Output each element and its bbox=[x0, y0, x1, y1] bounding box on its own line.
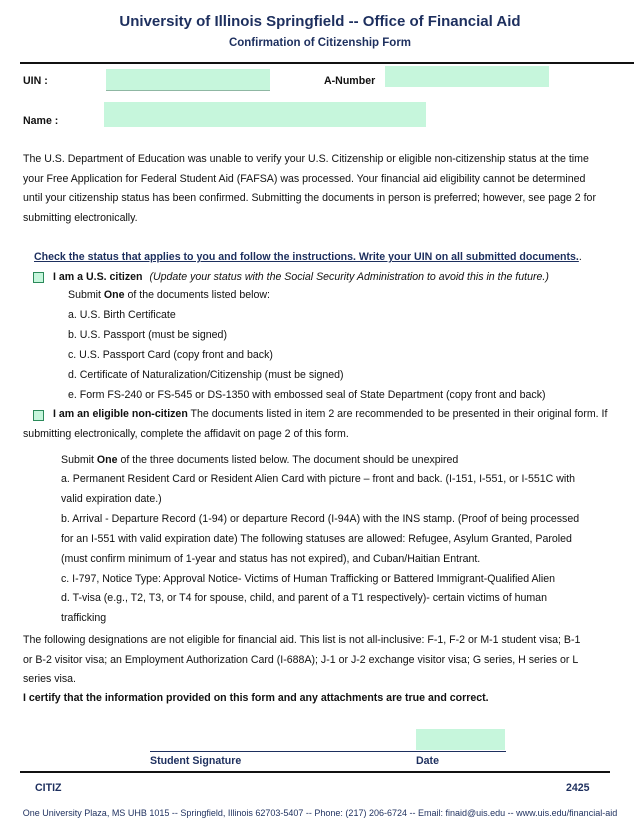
list-item: trafficking bbox=[61, 612, 107, 625]
list-item: c. U.S. Passport Card (copy front and back) bbox=[68, 348, 273, 361]
noncitizen-checkbox[interactable] bbox=[33, 410, 44, 421]
list-item: for an I-551 with valid expiration date) The following statuses are allowed: Refugee, Asylum Granted, Paroled bbox=[61, 532, 572, 545]
ineligible-line: or B-2 visitor visa; an Employment Authorization Card (I-688A); J-1 or J-2 exchange visitor visa; G series, H series or L bbox=[23, 653, 579, 666]
noncitizen-documents bbox=[61, 470, 579, 629]
intro-line: submitting electronically. bbox=[23, 211, 138, 224]
noncitizen-label: I am an eligible non-citizen bbox=[53, 408, 188, 420]
citizen-note: (Update your status with the Social Security Administration to avoid this in the future.) bbox=[149, 271, 549, 283]
certification-statement: I certify that the information provided on this form and any attachments are true and correct. bbox=[23, 692, 489, 704]
citizen-documents bbox=[68, 286, 546, 405]
noncitizen-submit-instruction: Submit One of the three documents listed below. The document should be unexpired bbox=[61, 454, 459, 466]
intro-paragraph bbox=[23, 150, 613, 228]
name-label: Name : bbox=[23, 115, 59, 127]
student-signature-label: Student Signature bbox=[150, 755, 242, 767]
form-year: 2425 bbox=[566, 782, 590, 794]
date-field[interactable] bbox=[416, 729, 505, 750]
intro-line: The U.S. Department of Education was unable to verify your U.S. Citizenship or eligible non-citizenship status at the time bbox=[23, 153, 589, 165]
noncitizen-option bbox=[53, 408, 607, 420]
list-item: b. U.S. Passport (must be signed) bbox=[68, 328, 227, 341]
noncitizen-text-cont: submitting electronically, complete the affidavit on page 2 of this form. bbox=[23, 428, 349, 440]
list-item: valid expiration date.) bbox=[61, 492, 162, 505]
noncitizen-text: The documents listed in item 2 are recommended to be presented in their original form. If bbox=[187, 408, 608, 420]
intro-line: until your citizenship status has been confirmed. Submitting the documents in person is preferred; however, see page 2 for bbox=[23, 192, 596, 205]
form-code: CITIZ bbox=[35, 782, 62, 794]
ineligible-paragraph bbox=[23, 631, 613, 690]
a-number-label: A-Number bbox=[324, 75, 376, 87]
list-item: (must confirm minimum of 1-year and status has not expired), and Cuban/Haitian Entrant. bbox=[61, 552, 481, 565]
uin-field[interactable] bbox=[106, 69, 270, 91]
footer-rule bbox=[20, 771, 610, 773]
name-field[interactable] bbox=[104, 102, 426, 127]
list-item: d. T-visa (e.g., T2, T3, or T4 for spouse, child, and parent of a T1 respectively)- certain victims of human bbox=[61, 592, 547, 605]
ineligible-line: series visa. bbox=[23, 673, 76, 686]
signature-line[interactable] bbox=[150, 751, 506, 752]
date-label: Date bbox=[416, 755, 439, 767]
instruction-end: . bbox=[578, 251, 582, 263]
instruction bbox=[34, 251, 582, 263]
list-item: b. Arrival - Departure Record (1-94) or departure Record (I-94A) with the INS stamp. (Proof of being processed bbox=[61, 512, 580, 525]
page-title: University of Illinois Springfield -- Office of Financial Aid bbox=[119, 13, 521, 30]
citizen-checkbox[interactable] bbox=[33, 272, 44, 283]
ineligible-line: The following designations are not eligible for financial aid. This list is not all-inclusive: F-1, F-2 or M-1 student visa; B-1 bbox=[23, 634, 581, 646]
a-number-field[interactable] bbox=[385, 66, 549, 87]
list-item: a. Permanent Resident Card or Resident Alien Card with picture – front and back. (I-151, I-551, or I-551C with bbox=[61, 473, 576, 485]
header-rule bbox=[20, 62, 634, 64]
citizen-label: I am a U.S. citizen bbox=[53, 271, 143, 283]
footer-address: One University Plaza, MS UHB 1015 -- Springfield, Illinois 62703-5407 -- Phone: (217) 206-6724 -- Email: finaid@uis.edu -- www.uis.edu/financial-aid bbox=[22, 808, 618, 818]
list-item: a. U.S. Birth Certificate bbox=[68, 308, 176, 321]
instruction-text: Check the status that applies to you and follow the instructions. Write your UIN on all submitted documents. bbox=[34, 251, 579, 263]
citizen-option bbox=[53, 271, 549, 283]
citizen-submit-instruction: Submit One of the documents listed below: bbox=[68, 289, 270, 301]
list-item: c. I-797, Notice Type: Approval Notice- Victims of Human Trafficking or Battered Immigrant-Qualified Alien bbox=[61, 572, 556, 585]
list-item: d. Certificate of Naturalization/Citizenship (must be signed) bbox=[68, 368, 344, 381]
intro-line: your Free Application for Federal Student Aid (FAFSA) was processed. Your financial aid eligibility cannot be determined bbox=[23, 172, 586, 185]
uin-label: UIN : bbox=[23, 75, 48, 87]
form-subtitle: Confirmation of Citizenship Form bbox=[228, 37, 412, 49]
list-item: e. Form FS-240 or FS-545 or DS-1350 with embossed seal of State Department (copy front and back) bbox=[68, 388, 546, 401]
